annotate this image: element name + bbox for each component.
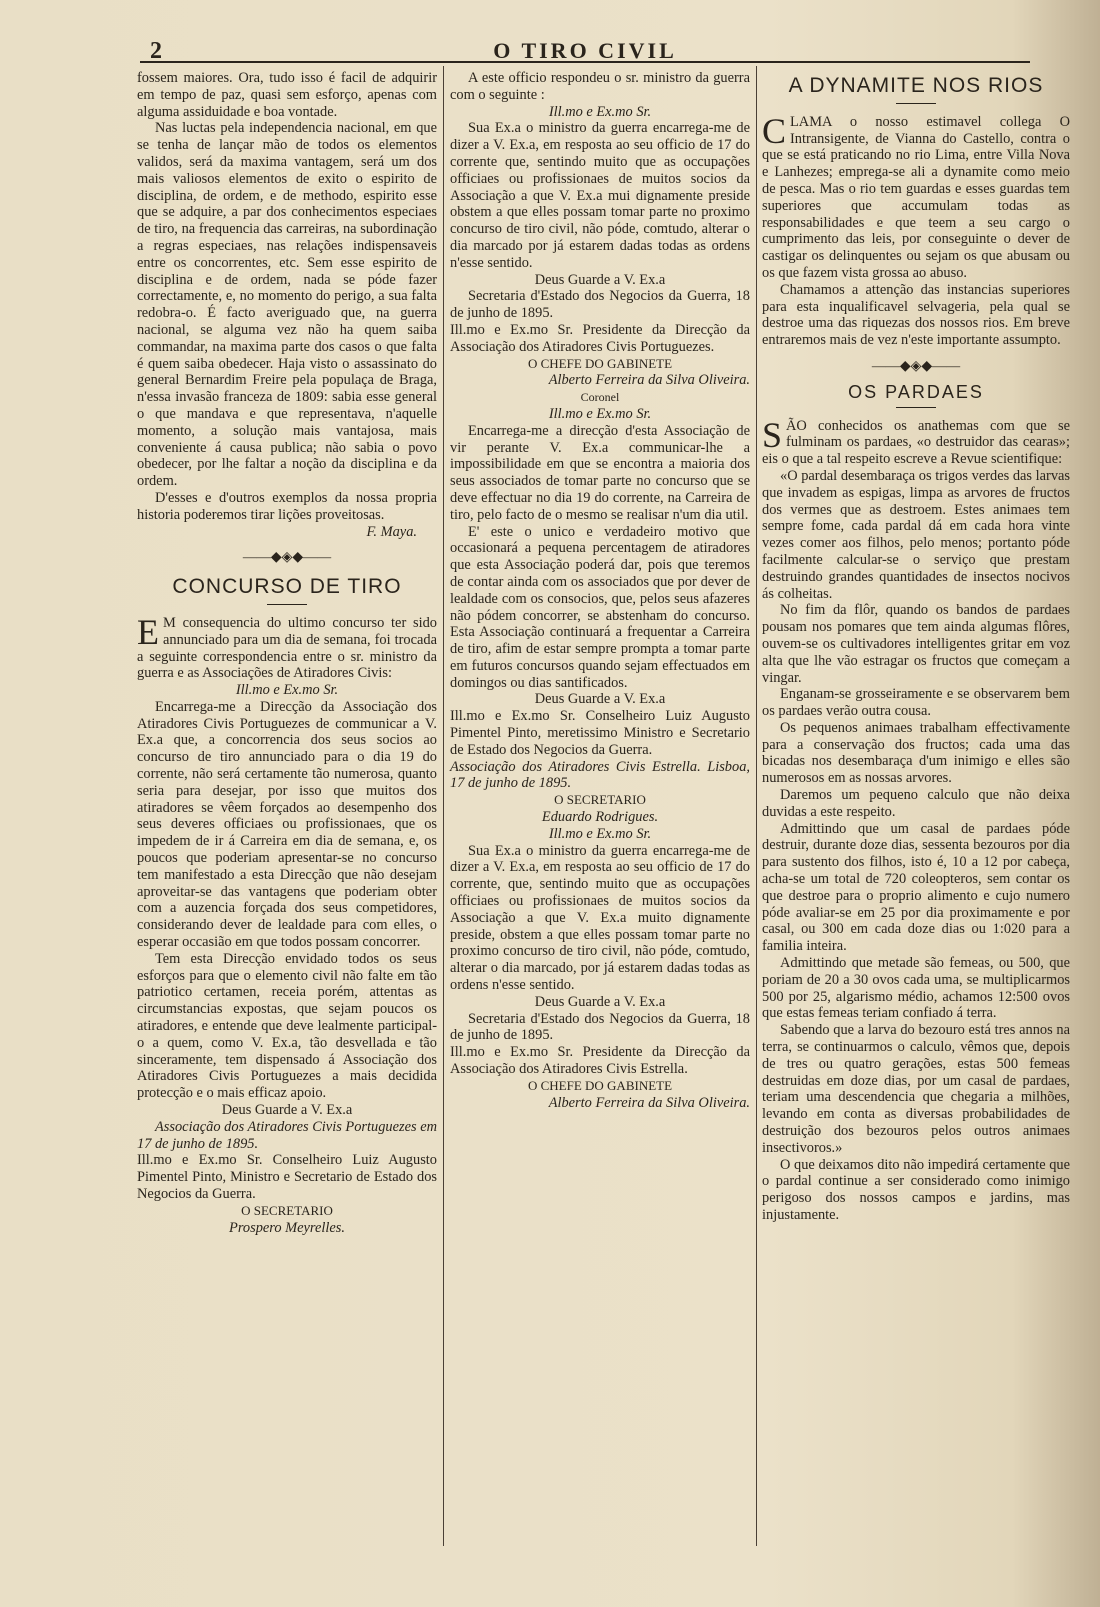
closing-formula: Deus Guarde a V. Ex.a [221, 1102, 353, 1119]
article-paragraph: Chamamos a attenção das instancias superiores para esta inqualificavel selvageria, pela qual se destroe uma das riquezas dos nossos rios. Em breve entraremos mais de vez n'este importante assumpto. [762, 281, 1070, 349]
closing-formula: Deus Guarde a V. Ex.a [534, 691, 666, 708]
letter-addressee: Ill.mo e Ex.mo Sr. Conselheiro Luiz Augusto Pimentel Pinto, meretissimo Ministro e Secretario de Estado dos Negocios da Guerra. [450, 708, 750, 758]
letter-dateline: Associação dos Atiradores Civis Estrella. Lisboa, 17 de junho de 1895. [450, 758, 750, 792]
letter-paragraph: E' este o unico e verdadeiro motivo que occasionará a pequena percentagem de atiradores que esta Associação poderá dar, pois que teremos de contar ainda com os associados que por dever de lealdade com os consocios, que, pelos seus afazeres não pódem concorrer, se abstenham do concurso. Esta Associação continuará a frequentar a Carreira de tiro, afim de estar sempre prompta a tomar parte em futuros concursos quando sejam effectuados em domingos ou dias santificados. [450, 523, 750, 691]
chefe-name: Alberto Ferreira da Silva Oliveira. [548, 1094, 750, 1111]
drop-cap: C [762, 110, 787, 151]
article-paragraph: Daremos um pequeno calculo que não deixa duvidas a este respeito. [762, 787, 1070, 820]
column-2 [450, 70, 750, 1111]
section-ornament: ——◆◈◆—— [242, 550, 332, 566]
article-paragraph: Admittindo que um casal de pardaes póde destruir, durante doze dias, sessenta bezouros por dia para sustento dos filhos, isto é, 10 a 12 por cabeça, acha-se um total de 720 coleopteros, sem contar os que destroe para o proprio alimento e cujo numero póde avaliar-se em 25 por dia proximamente e por casal, ou 300 em cada doze dias ou 1:020 para a familia inteira. [762, 820, 1070, 955]
page-number: 2 [150, 38, 162, 64]
letter-addressee: Ill.mo e Ex.mo Sr. Presidente da Direcção da Associação dos Atiradores Civis Estrella. [450, 1044, 750, 1078]
letter-paragraph: Encarrega-me a Direcção da Associação dos Atiradores Civis Portuguezes de communicar a V. Ex.a que, a concorrencia dos seus socios ao concurso de tiro annunciado para o dia 19 do corrente, não será certamente tão numerosa, quanto seria para desejar, por isso que muitos dos atiradores se vêem forçados ao desempenho dos seus deveres officiaes ou profissionaes, que os impedem de ir á Carreira em dia de semana, e, os poucos que poderiam apresentar-se no concurso tem manifestado a esta Direcção que não desejam aproveitar-se das vantagens que poderiam obter com a auzencia forçada dos seus competidores, considerando dever de lealdade para com elles, o esperar occasião em que todos possam concorrer. [137, 698, 437, 951]
column-divider-2 [756, 66, 757, 1546]
chefe-name: Alberto Ferreira da Silva Oliveira. [548, 372, 750, 389]
article-paragraph: Enganam-se grosseiramente e se observarem bem os pardaes verão outra cousa. [762, 686, 1070, 720]
column-1 [137, 70, 437, 1236]
article-paragraph: D'esses e d'outros exemplos da nossa propria historia poderemos tirar lições proveitosas. [137, 489, 437, 523]
letter-addressee: Ill.mo e Ex.mo Sr. Conselheiro Luiz Augusto Pimentel Pinto, Ministro e Secretario de Estado dos Negocios da Guerra. [137, 1152, 437, 1202]
article-paragraph: LAMA o nosso estimavel collega O Intransigente, de Vianna do Castello, contra o que se está praticando no rio Lima, entre Villa Nova e Lanhezes; emprega-se ali a dynamite como meio de pesca. Mas o rio tem guardas e esses guardas tem superiores que accumulam todas as responsabilidades e que teem a seu cargo o cumprimento das leis, por conseguinte o dever de castigar os delinquentes ou sejam os que abusam ou os que fazem vista grossa ao abuso. [762, 113, 1070, 281]
column-divider-1 [443, 66, 444, 1546]
chefe-label: O CHEFE DO GABINETE [527, 1077, 673, 1093]
letter-addressee: Ill.mo e Ex.mo Sr. Presidente da Direcção da Associação dos Atiradores Civis Portuguezes. [450, 321, 750, 355]
article-paragraph: Os pequenos animaes trabalham effectivamente para a conservação dos fructos; cada uma das bicadas nos desembaraça d'um inimigo e elles são numerosos em as nossas arvores. [762, 719, 1070, 787]
pardaes-headline: OS PARDAES [848, 381, 984, 402]
secretario-name: Eduardo Rodrigues. [541, 809, 659, 826]
article-paragraph: ÃO conhecidos os anathemas com que se fulminam os pardaes, «o destruidor das cearas»; eis o que a tal respeito escreve a Revue scientifique: [762, 417, 1070, 468]
column-3 [762, 70, 1070, 1224]
masthead-title: O TIRO CIVIL [493, 38, 677, 63]
closing-formula: Deus Guarde a V. Ex.a [534, 993, 666, 1010]
letter-paragraph: Sua Ex.a o ministro da guerra encarrega-me de dizer a V. Ex.a, em resposta ao seu officio de 17 do corrente, que, sentindo muito que as occupações officiaes ou profissionaes de muitos socios da Associação a que V. Ex.a muito dignamente preside, obstem a que elles possam tomar parte no proximo concurso de tiro civil, não póde, comtudo, alterar o dia marcado, por já estarem dadas todas as ordens n'esse sentido. [450, 842, 750, 994]
article-signature: F. Maya. [366, 523, 417, 540]
closing-formula: Deus Guarde a V. Ex.a [534, 271, 666, 288]
article-paragraph: Admittindo que metade são femeas, ou 500, que poriam de 20 a 30 ovos cada uma, se multiplicarmos 500 por 25, algarismo médio, achamos 12:500 ovos que estas femeas teriam confiado á terra. [762, 955, 1070, 1022]
page-header [140, 32, 1030, 64]
letter-dateline: Secretaria d'Estado dos Negocios da Guerra, 18 de junho de 1895. [450, 1010, 750, 1044]
salutation: Ill.mo e Ex.mo Sr. [548, 825, 652, 842]
concurso-intro: M consequencia do ultimo concurso ter sido annunciado para um dia de semana, foi trocada a seguinte correspondencia entre o sr. ministro da guerra e as Associações de Atiradores Civis: [137, 614, 437, 682]
article-paragraph: Nas luctas pela independencia nacional, em que se tenha de lançar mão de todos os elementos validos, será da maxima vantagem, será um dos mais valiosos elementos de exito o espirito de disciplina, de ordem, e de methodo, espirito esse que se adquire, a par dos conhecimentos especiaes de tiro, na frequencia das carreiras, na subordinação a regras especiaes, nas relações indispensaveis entre os concorrentes, etc. Sem esse espirito de disciplina e de ordem, nada se póde fazer correctamente, e, no momento do perigo, a sua falta redobra-o. É facto averiguado que, na guerra nacional, se alguma vez não ha quem saiba commandar, na maxima parte dos casos o que falta é quem saiba obedecer. Haja visto o assassinato do general Bernardim Freire pela populaça de Braga, n'essa invasão franceza de 1809: sabia esse general o que mandava e que representava, n'aquelle momento, a solução mais vantajosa, mais conveniente á causa publica; não sabia o povo obedecer, por lhe faltar a noção da disciplina e da ordem. [137, 120, 437, 490]
salutation: Ill.mo e Ex.mo Sr. [548, 103, 652, 120]
headline-dash [267, 604, 307, 605]
drop-cap: S [762, 414, 783, 455]
salutation: Ill.mo e Ex.mo Sr. [548, 405, 652, 422]
headline-dash [896, 103, 936, 104]
letter-paragraph: Tem esta Direcção envidado todos os seus esforços para que o elemento civil não falte em tão patriotico certamen, receia porém, attentas as circumstancias expostas, que sejam poucos os atiradores, e entende que deve lealmente participal-o a quem, como V. Ex.a, tão desvellada e tão sinceramente, tem dispensado á Associação dos Atiradores Civis Portuguezes a mais decidida protecção e o mais efficaz apoio. [137, 950, 437, 1102]
chefe-rank: Coronel [580, 390, 620, 405]
article-paragraph: fossem maiores. Ora, tudo isso é facil de adquirir em tempo de paz, quasi sem esforço, apenas com alguma assiduidade e boa vontade. [137, 70, 437, 120]
secretario-label: O SECRETARIO [554, 792, 646, 808]
article-paragraph: A este officio respondeu o sr. ministro da guerra com o seguinte : [450, 70, 750, 103]
letter-paragraph: Sua Ex.a o ministro da guerra encarrega-me de dizer a V. Ex.a, em resposta ao seu officio de 17 do corrente que, sentindo muito que as occupações officiaes ou profissionaes de muitos socios da Associação a que V. Ex.a mui dignamente preside obstem a que elles possam tomar parte no proximo concurso de tiro civil, não póde, comtudo, alterar o dia marcado por já estarem dadas todas as ordens n'esse sentido. [450, 120, 750, 271]
section-ornament: ——◆◈◆—— [871, 358, 961, 374]
salutation: Ill.mo e Ex.mo Sr. [235, 682, 339, 699]
letter-dateline: Associação dos Atiradores Civis Portuguezes em 17 de junho de 1895. [137, 1118, 437, 1152]
article-paragraph: O que deixamos dito não impedirá certamente que o pardal continue a ser considerado como inimigo perigoso dos nossos campos e jardins, mas injustamente. [762, 1156, 1070, 1223]
article-paragraph: Sabendo que a larva do bezouro está tres annos na terra, se continuarmos o calculo, vêmos que, depois de tres ou quatro gerações, estas 500 femeas destruidas em doze dias, por um casal de pardaes, teriam uma descendencia que chegaria a milhões, levando em conta as diversas probabilidades de destruição dos bezouros pelos outros animaes insectivoros.» [762, 1022, 1070, 1156]
dynamite-headline: A DYNAMITE NOS RIOS [788, 74, 1044, 97]
article-paragraph: No fim da flôr, quando os bandos de pardaes pousam nos pomares que tem ainda algumas flôres, ouvem-se os cultivadores intelligentes gritar em voz alta que lhe vão estragar os fructos que começam a vingar. [762, 602, 1070, 686]
letter-dateline: Secretaria d'Estado dos Negocios da Guerra, 18 de junho de 1895. [450, 288, 750, 322]
concurso-headline: CONCURSO DE TIRO [172, 575, 402, 599]
article-paragraph: «O pardal desembaraça os trigos verdes das larvas que invadem as espigas, limpa as arvores de fructos dos vermes que as destroem. Estes animaes tem sempre fome, cada pardal dá em cada hora vinte vezes comer aos filhos, pelo menos; portanto póde facilmente calcular-se o serviço que prestam destruindo grandes quantidades de insectos nocivos ás colheitas. [762, 467, 1070, 602]
secretario-label: O SECRETARIO [241, 1202, 333, 1218]
letter-paragraph: Encarrega-me a direcção d'esta Associação de vir perante V. Ex.a communicar-lhe a impossibilidade em que se encontra a maioria dos seus associados de tomar parte no concurso que se deve effectuar no dia 19 do corrente, na Carreira de tiro, pelo facto de o mesmo se realisar n'um dia util. [450, 422, 750, 523]
header-rule [140, 61, 1030, 63]
secretario-name: Prospero Meyrelles. [229, 1219, 345, 1236]
chefe-label: O CHEFE DO GABINETE [527, 355, 673, 371]
headline-dash [896, 407, 936, 408]
drop-cap: E [137, 611, 159, 652]
